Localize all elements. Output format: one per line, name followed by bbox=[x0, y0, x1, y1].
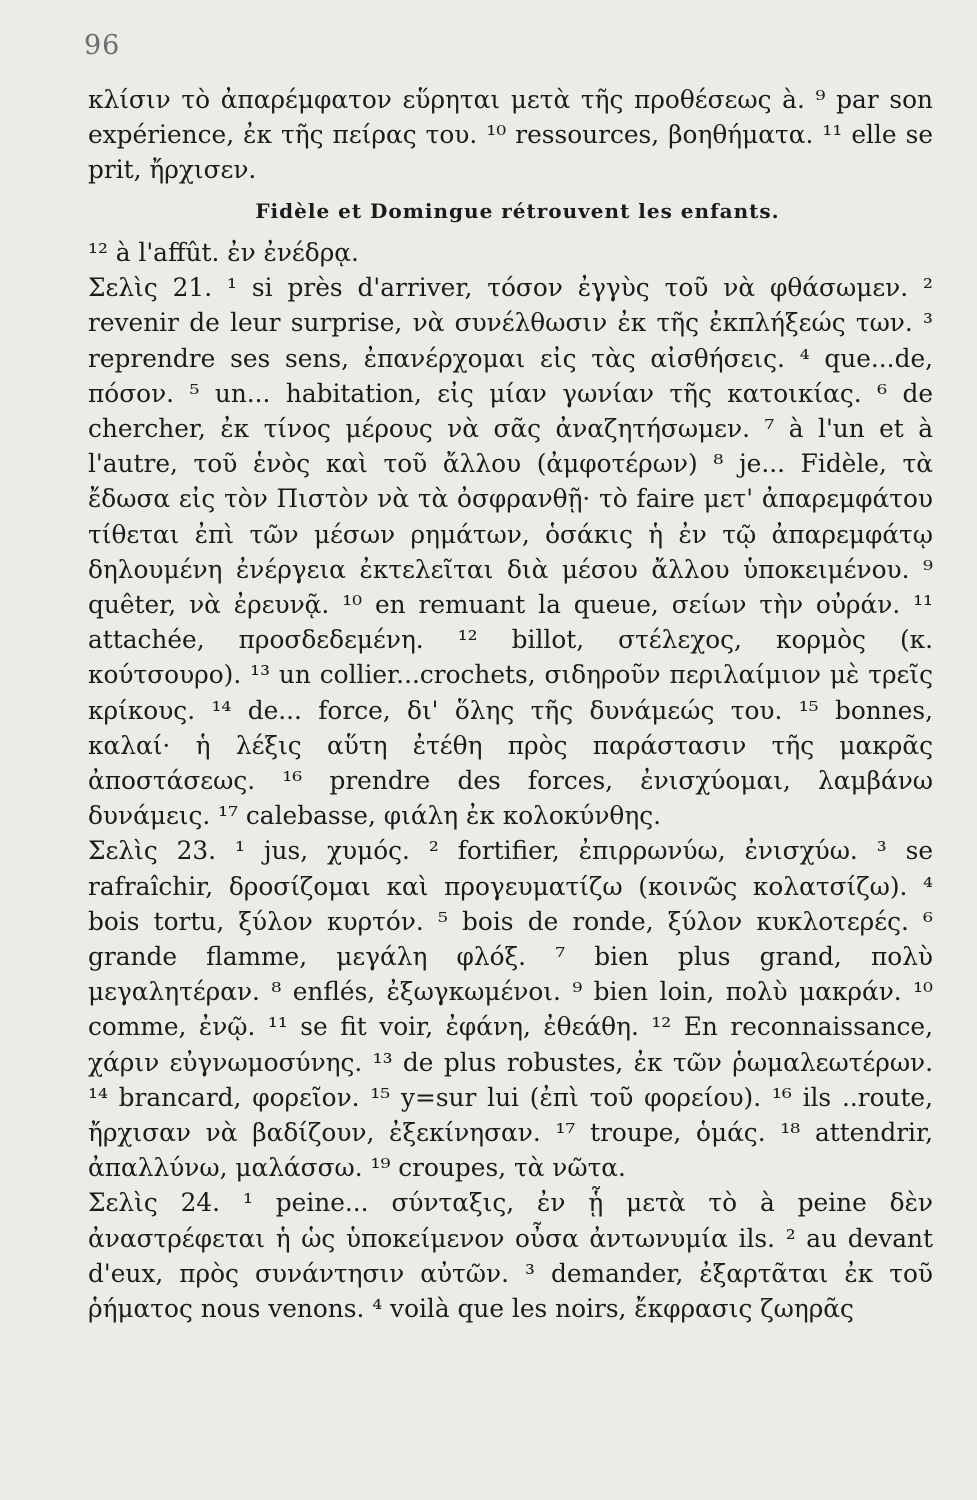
page-body bbox=[88, 82, 933, 1326]
section-heading: Fidèle et Domingue rétrouvent les enfants. bbox=[255, 198, 780, 223]
paragraph-intro: κλίσιν τὸ ἀπαρέμφατον εὕρηται μετὰ τῆς προθέσεως à. ⁹ par son expérience, ἐκ τῆς πείρας του. ¹⁰ ressources, βοηθήματα. ¹¹ elle se prit, ἤρχισεν. bbox=[88, 85, 933, 185]
paragraph-page-24: Σελὶς 24. ¹ peine... σύνταξις, ἐν ᾗ μετὰ τὸ à peine δὲν ἀναστρέφεται ἡ ὡς ὑποκείμενον οὖσα ἀντωνυμία ils. ² au devant d'eux, πρὸς συνάντησιν αὐτῶν. ³ demander, ἐξαρτᾶται ἐκ τοῦ ῥήματος nous venons. ⁴ voilà que les noirs, ἔκφρασις ζωηρᾶς bbox=[88, 1188, 933, 1324]
page-number: 96 bbox=[84, 30, 121, 61]
paragraph-affut: ¹² à l'affût. ἐν ἐνέδρᾳ. bbox=[88, 238, 359, 267]
paragraph-page-21: Σελὶς 21. ¹ si près d'arriver, τόσον ἐγγὺς τοῦ νὰ φθάσωμεν. ² revenir de leur surprise, νὰ συνέλθωσιν ἐκ τῆς ἐκπλήξεώς των. ³ reprendre ses sens, ἐπανέρχομαι εἰς τὰς αἰσθήσεις. ⁴ que...de, πόσον. ⁵ un... habitation, εἰς μίαν γωνίαν τῆς κατοικίας. ⁶ de chercher, ἐκ τίνος μέρους νὰ σᾶς ἀναζητήσωμεν. ⁷ à l'un et à l'autre, τοῦ ἑνὸς καὶ τοῦ ἄλλου (ἀμφοτέρων) ⁸ je... Fidèle, τὰ ἔδωσα εἰς τὸν Πιστὸν νὰ τὰ ὀσφρανθῇ· τὸ faire μετ' ἀπαρεμφάτου τίθεται ἐπὶ τῶν μέσων ρημάτων, ὁσάκις ἡ ἐν τῷ ἀπαρεμφάτῳ δηλουμένη ἐνέργεια ἐκτελεῖται διὰ μέσου ἄλλου ὑποκειμένου. ⁹ quêter, νὰ ἐρευνᾷ. ¹⁰ en remuant la queue, σείων τὴν οὐράν. ¹¹ attachée, προσδεδεμένη. ¹² billot, στέλεχος, κορμὸς (κ. κούτσουρο). ¹³ un collier...crochets, σιδηροῦν περιλαίμιον μὲ τρεῖς κρίκους. ¹⁴ de... force, δι' ὅλης τῆς δυνάμεώς του. ¹⁵ bonnes, καλαί· ἡ λέξις αὕτη ἐτέθη πρὸς παράστασιν τῆς μακρᾶς ἀποστάσεως. ¹⁶ prendre des forces, ἐνισχύομαι, λαμβάνω δυνάμεις. ¹⁷ calebasse, φιάλη ἐκ κολοκύνθης. bbox=[88, 273, 933, 831]
paragraph-page-23: Σελὶς 23. ¹ jus, χυμός. ² fortifier, ἐπιρρωνύω, ἐνισχύω. ³ se rafraîchir, δροσίζομαι καὶ προγευματίζω (κοινῶς κολατσίζω). ⁴ bois tortu, ξύλον κυρτόν. ⁵ bois de ronde, ξύλον κυκλοτερές. ⁶ grande flamme, μεγάλη φλόξ. ⁷ bien plus grand, πολὺ μεγαλητέραν. ⁸ enflés, ἐξωγκωμένοι. ⁹ bien loin, πολὺ μακράν. ¹⁰ comme, ἐνῷ. ¹¹ se fit voir, ἐφάνη, ἐθεάθη. ¹² En reconnaissance, χάριν εὐγνωμοσύνης. ¹³ de plus robustes, ἐκ τῶν ῥωμαλεωτέρων. ¹⁴ brancard, φορεῖον. ¹⁵ y=sur lui (ἐπὶ τοῦ φορείου). ¹⁶ ils ..route, ἤρχισαν νὰ βαδίζουν, ἐξεκίνησαν. ¹⁷ troupe, ὁμάς. ¹⁸ attendrir, ἀπαλλύνω, μαλάσσω. ¹⁹ croupes, τὰ νῶτα. bbox=[88, 836, 933, 1183]
